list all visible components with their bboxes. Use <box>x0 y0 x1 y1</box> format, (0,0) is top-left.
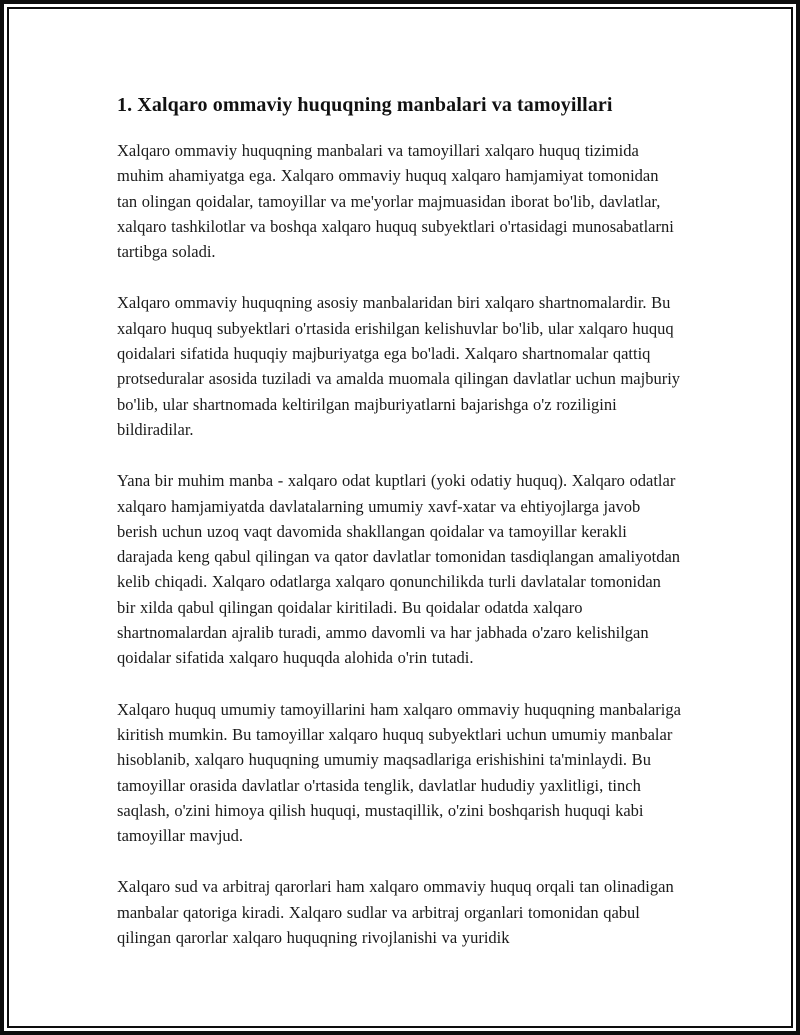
paragraph: Xalqaro huquq umumiy tamoyillarini ham xalqaro ommaviy huquqning manbalariga kiritish mumkin. Bu tamoyillar xalqaro huquq subyektlari uchun umumiy manbalar hisoblanib, xalqaro huquqning umumiy maqsadlariga erishishini ta'minlaydi. Bu tamoyillar orasida davlatlar o'rtasida tenglik, davlatlar hududiy yaxlitligi, tinch saqlash, o'zini himoya qilish huquqi, mustaqillik, o'zini boshqarish huquqi kabi tamoyillar mavjud. <box>117 699 681 846</box>
paragraph: Xalqaro ommaviy huquqning manbalari va tamoyillari xalqaro huquq tizimida muhim ahamiyatga ega. Xalqaro ommaviy huquq xalqaro hamjamiyat tomonidan tan olingan qoidalar, tamoyillar va me'yorlar majmuasidan iborat bo'lib, davlatlar, xalqaro tashkilotlar va boshqa xalqaro huquq subyektlari o'rtasidagi munosabatlarni tartibga soladi. <box>117 141 674 262</box>
page-border-inner <box>7 7 793 1028</box>
document-page <box>9 9 791 950</box>
paragraph: Xalqaro sud va arbitraj qarorlari ham xalqaro ommaviy huquq orqali tan olinadigan manbalar qatoriga kiradi. Xalqaro sudlar va arbitraj organlari tomonidan qabul qilingan qarorlar xalqaro huquqning rivojlanishi va yuridik <box>117 877 674 948</box>
document-title: 1. Xalqaro ommaviy huquqning manbalari va tamoyillari <box>117 94 613 116</box>
paragraph: Xalqaro ommaviy huquqning asosiy manbalaridan biri xalqaro shartnomalardir. Bu xalqaro huquq subyektlari o'rtasida erishilgan kelishuvlar bo'lib, ular xalqaro huquq qoidalari sifatida huquqiy majburiyatga ega bo'ladi. Xalqaro shartnomalar qattiq protseduralar asosida tuziladi va amalda muomala qilingan davlatlar uchun majburiy bo'lib, ular shartnomada keltirilgan majburiyatlarni bajarishga o'z roziligini bildiradilar. <box>117 293 681 439</box>
paragraph-list <box>117 138 681 950</box>
paragraph: Yana bir muhim manba - xalqaro odat kuptlari (yoki odatiy huquq). Xalqaro odatlar xalqaro hamjamiyatda davlatalarning umumiy xavf-xatar va ehtiyojlarga javob berish uchun uzoq vaqt davomida shakllangan qoidalar va tamoyillar kerakli darajada keng qabul qilingan va qator davlatlar tomonidan tasdiqlangan amaliyotdan kelib chiqadi. Xalqaro odatlarga xalqaro qonunchilikda turli davlatalar tomonidan bir xilda qabul qilingan qoidalar kiritiladi. Bu qoidalar odatda xalqaro shartnomalardan ajralib turadi, ammo davomli va har jabhada o'zaro kelishilgan qoidalar sifatida xalqaro huquqda alohida o'rin tutadi. <box>117 471 681 668</box>
